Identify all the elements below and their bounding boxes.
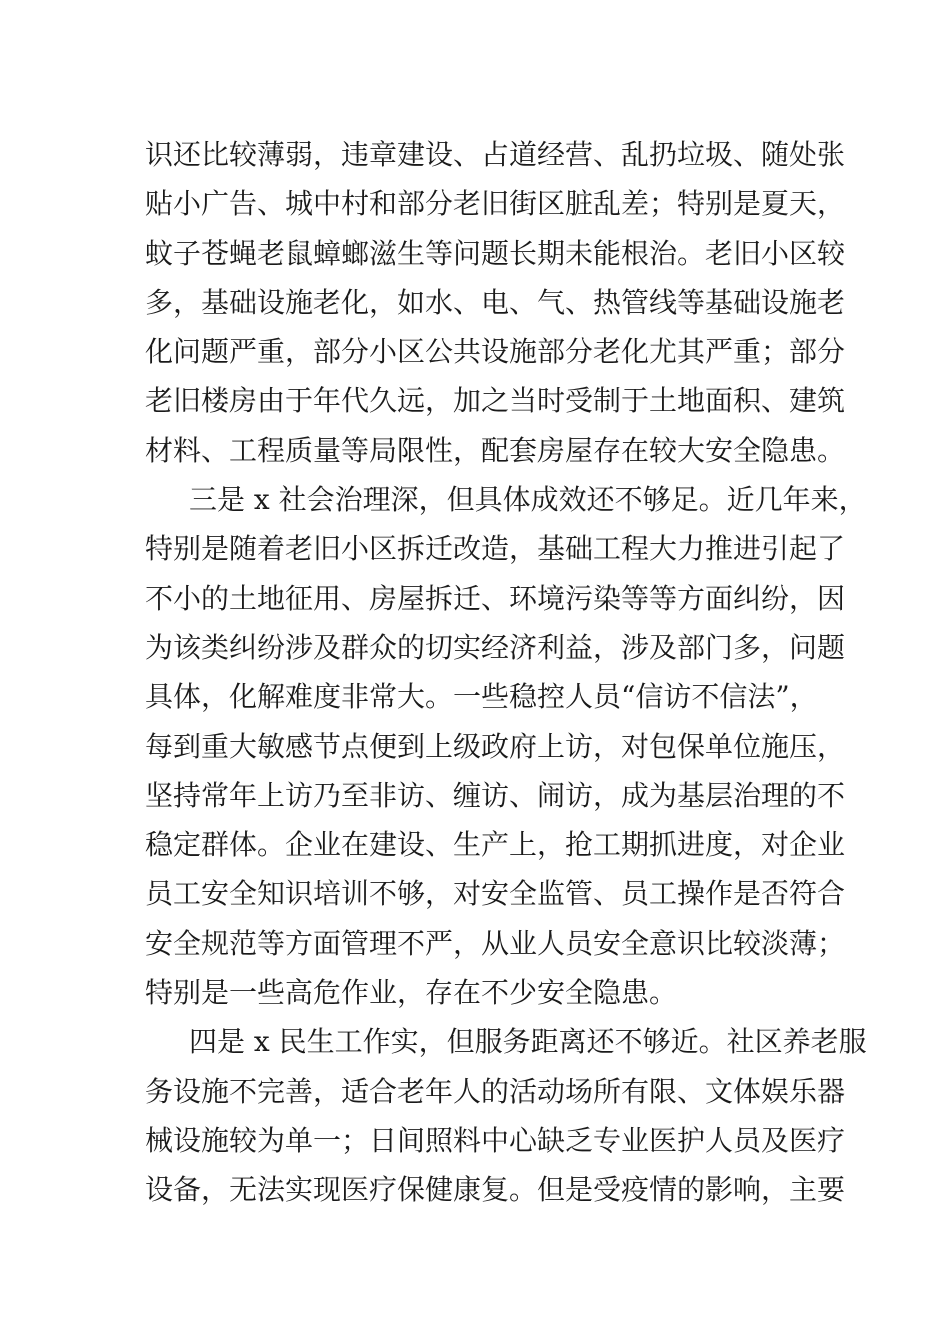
text-line: 为该类纠纷涉及群众的切实经济利益，涉及部门多，问题: [145, 630, 846, 664]
text-line: 特别是随着老旧小区拆迁改造，基础工程大力推进引起了: [145, 532, 846, 566]
text-line: 员工安全知识培训不够，对安全监管、员工操作是否符合: [145, 877, 846, 911]
text-line: 务设施不完善，适合老年人的活动场所有限、文体娱乐器: [145, 1074, 846, 1108]
text-line: 稳定群体。企业在建设、生产上，抢工期抓进度，对企业: [145, 828, 846, 862]
text-line: 坚持常年上访乃至非访、缠访、闹访，成为基层治理的不: [145, 778, 846, 812]
text-line: 化问题严重，部分小区公共设施部分老化尤其严重；部分: [145, 335, 846, 369]
text-line: 材料、工程质量等局限性，配套房屋存在较大安全隐患。: [145, 433, 846, 467]
text-line: 四是 x 民生工作实，但服务距离还不够近。社区养老服: [189, 1025, 867, 1059]
text-line: 安全规范等方面管理不严，从业人员安全意识比较淡薄；: [145, 926, 846, 960]
text-line: 具体，化解难度非常大。一些稳控人员“信访不信法”，: [145, 680, 818, 714]
text-line: 每到重大敏感节点便到上级政府上访，对包保单位施压，: [145, 729, 846, 763]
text-line: 多，基础设施老化，如水、电、气、热管线等基础设施老: [145, 285, 846, 319]
text-line: 特别是一些高危作业，存在不少安全隐患。: [145, 976, 678, 1010]
text-line: 贴小广告、城中村和部分老旧街区脏乱差；特别是夏天，: [145, 187, 846, 221]
document-body: [145, 130, 867, 1215]
paragraph-2: [145, 475, 867, 1017]
text-line: 老旧楼房由于年代久远，加之当时受制于土地面积、建筑: [145, 384, 846, 418]
text-line: 设备，无法实现医疗保健康复。但是受疫情的影响，主要: [145, 1173, 846, 1207]
paragraph-1: [145, 130, 846, 475]
text-line: 不小的土地征用、房屋拆迁、环境污染等等方面纠纷，因: [145, 581, 846, 615]
text-line: 蚊子苍蝇老鼠蟑螂滋生等问题长期未能根治。老旧小区较: [145, 236, 846, 270]
paragraph-3: [145, 1017, 867, 1214]
text-line: 识还比较薄弱，违章建设、占道经营、乱扔垃圾、随处张: [145, 138, 846, 171]
text-line: 三是 x 社会治理深，但具体成效还不够足。近几年来，: [189, 483, 867, 517]
text-line: 械设施较为单一；日间照料中心缺乏专业医护人员及医疗: [145, 1123, 846, 1157]
